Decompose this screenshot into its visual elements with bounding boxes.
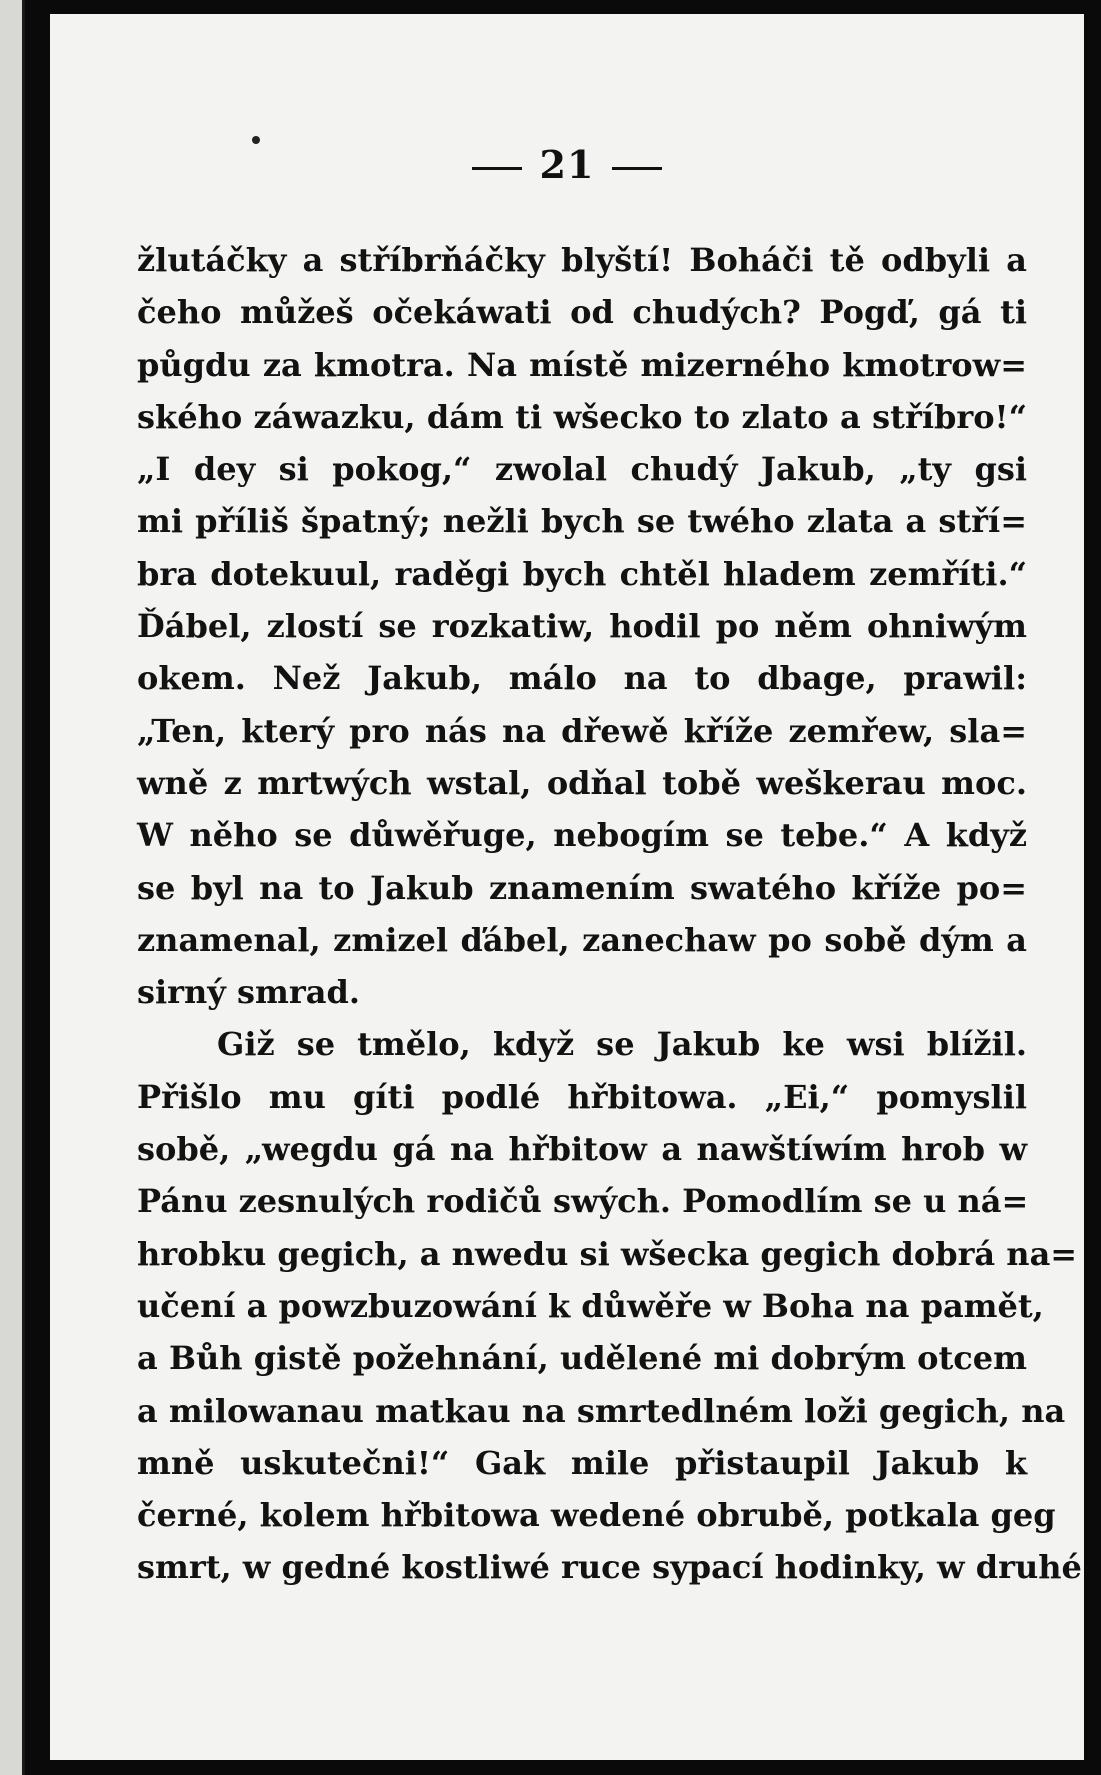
text-line: hrobku gegich, a nwedu si wšecka gegich dobrá na=: [137, 1234, 1078, 1273]
text-line: čeho můžeš očekáwati od chudých? Pogď, gá ti: [137, 293, 1027, 332]
text-line: sirný smrad.: [137, 973, 361, 1012]
text-line: sobě, „wegdu gá na hřbitow a nawštíwím hrob w: [137, 1130, 1027, 1169]
text-line: smrt, w gedné kostliwé ruce sypací hodinky, w druhé: [137, 1548, 1082, 1587]
header-dash-left: [472, 167, 522, 170]
text-line: a milowanau matkau na smrtedlném loži gegich, na: [137, 1391, 1066, 1430]
text-line: Pánu zesnulých rodičů swých. Pomodlím se u ná=: [137, 1182, 1029, 1221]
text-line: žlutáčky a stříbrňáčky blyští! Boháči tě odbyli a: [137, 241, 1027, 279]
adjacent-page-edge: [0, 0, 25, 1775]
page-body: [137, 234, 1082, 1594]
text-line: znamenal, zmizel ďábel, zanechaw po sobě dým a: [137, 920, 1027, 959]
text-line: se byl na to Jakub znamením swatého kříže po=: [137, 868, 1027, 907]
text-line: W něho se důwěřuge, nebogím se tebe.“ A když: [137, 816, 1027, 855]
text-line: Přišlo mu gíti podlé hřbitowa. „Ei,“ pomyslil: [137, 1077, 1027, 1116]
text-line: černé, kolem hřbitowa wedené obrubě, potkala geg: [137, 1496, 1056, 1535]
text-line: půgdu za kmotra. Na místě mizerného kmotrow=: [137, 345, 1027, 384]
text-line: učení a powzbuzowání k důwěře w Boha na pamět,: [137, 1286, 1044, 1325]
page-number: 21: [539, 142, 595, 187]
text-line: „I dey si pokog,“ zwolal chudý Jakub, „ty gsi: [137, 450, 1027, 489]
text-line: Ďábel, zlostí se rozkatiw, hodil po něm ohniwým: [137, 607, 1027, 646]
text-line: okem. Než Jakub, málo na to dbage, prawil:: [137, 659, 1027, 698]
text-line: bra dotekuul, raděgi bych chtěl hladem zemříti.“: [137, 554, 1027, 593]
header-dash-right: [612, 167, 662, 170]
text-line: a Bůh gistě požehnání, udělené mi dobrým otcem: [137, 1339, 1027, 1378]
text-line: mi příliš špatný; nežli bych se twého zlata a stří=: [137, 502, 1027, 541]
text-line: Giž se tmělo, když se Jakub ke wsi blížil.: [217, 1025, 1027, 1064]
text-line: wně z mrtwých wstal, odňal tobě weškerau moc.: [137, 763, 1027, 802]
text-line: „Ten, který pro nás na dřewě kříže zemřew, sla=: [137, 711, 1027, 750]
text-line: mně uskutečni!“ Gak mile přistaupil Jakub k: [137, 1443, 1027, 1482]
page-header: [50, 142, 1084, 187]
book-page: [50, 14, 1084, 1760]
text-line: ského záwazku, dám ti wšecko to zlato a stříbro!“: [137, 397, 1027, 436]
